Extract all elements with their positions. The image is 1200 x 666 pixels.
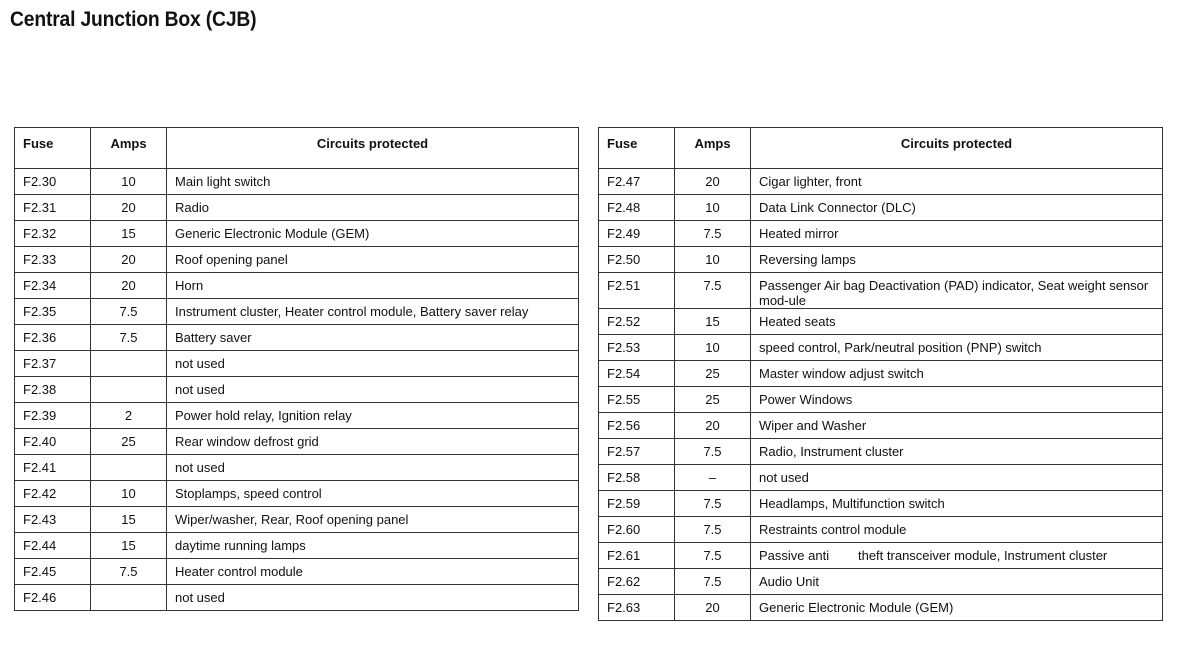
amps-cell: 15 — [675, 309, 751, 335]
circuits-cell: Data Link Connector (DLC) — [751, 195, 1163, 221]
circuits-cell: Generic Electronic Module (GEM) — [751, 595, 1163, 621]
fuse-cell: F2.57 — [599, 439, 675, 465]
circuits-cell: Radio — [167, 195, 579, 221]
fuse-cell: F2.37 — [15, 351, 91, 377]
table-row — [599, 273, 1163, 309]
fuse-cell: F2.61 — [599, 543, 675, 569]
table-header-row — [599, 128, 1163, 169]
table-row — [599, 387, 1163, 413]
circuits-cell: not used — [167, 455, 579, 481]
circuits-cell: not used — [167, 377, 579, 403]
table-row — [15, 169, 579, 195]
circuits-cell: not used — [167, 351, 579, 377]
fuse-cell: F2.60 — [599, 517, 675, 543]
table-row — [15, 559, 579, 585]
circuits-cell: not used — [751, 465, 1163, 491]
table-row — [15, 533, 579, 559]
table-row — [599, 221, 1163, 247]
amps-cell: 20 — [91, 273, 167, 299]
table-row — [15, 429, 579, 455]
fuse-cell: F2.53 — [599, 335, 675, 361]
table-row — [15, 403, 579, 429]
circuits-cell: not used — [167, 585, 579, 611]
fuse-cell: F2.55 — [599, 387, 675, 413]
amps-cell: 7.5 — [91, 559, 167, 585]
fuse-cell: F2.49 — [599, 221, 675, 247]
fuse-cell: F2.52 — [599, 309, 675, 335]
fuse-cell: F2.35 — [15, 299, 91, 325]
fuse-cell: F2.47 — [599, 169, 675, 195]
table-row — [599, 335, 1163, 361]
fuse-cell: F2.50 — [599, 247, 675, 273]
table-row — [15, 351, 579, 377]
table-header-row — [15, 128, 579, 169]
amps-cell: 2 — [91, 403, 167, 429]
table-row — [15, 195, 579, 221]
fuse-cell: F2.46 — [15, 585, 91, 611]
amps-cell: 25 — [675, 361, 751, 387]
table-row — [15, 299, 579, 325]
circuits-cell: Battery saver — [167, 325, 579, 351]
table-row — [599, 595, 1163, 621]
amps-cell: 7.5 — [675, 273, 751, 309]
amps-cell: 7.5 — [675, 517, 751, 543]
circuits-cell: Cigar lighter, front — [751, 169, 1163, 195]
table-row — [599, 413, 1163, 439]
amps-cell: 7.5 — [675, 439, 751, 465]
circuits-cell: Stoplamps, speed control — [167, 481, 579, 507]
circuits-cell: daytime running lamps — [167, 533, 579, 559]
circuits-cell: Passenger Air bag Deactivation (PAD) indicator, Seat weight sensor mod-ule — [751, 273, 1163, 309]
circuits-cell: Wiper/washer, Rear, Roof opening panel — [167, 507, 579, 533]
amps-cell: 7.5 — [675, 543, 751, 569]
amps-cell: 10 — [675, 195, 751, 221]
table-row — [15, 247, 579, 273]
amps-cell: 25 — [91, 429, 167, 455]
fuse-cell: F2.36 — [15, 325, 91, 351]
table-row — [599, 247, 1163, 273]
circuits-cell: Reversing lamps — [751, 247, 1163, 273]
page-title: Central Junction Box (CJB) — [10, 8, 257, 31]
fuse-cell: F2.43 — [15, 507, 91, 533]
fuse-cell: F2.44 — [15, 533, 91, 559]
table-row — [15, 455, 579, 481]
circuits-cell: Main light switch — [167, 169, 579, 195]
table-row — [15, 481, 579, 507]
circuits-cell: Master window adjust switch — [751, 361, 1163, 387]
amps-cell — [91, 455, 167, 481]
circuits-cell: Wiper and Washer — [751, 413, 1163, 439]
amps-cell: 20 — [675, 413, 751, 439]
table-row — [599, 543, 1163, 569]
circuits-cell: Radio, Instrument cluster — [751, 439, 1163, 465]
circuits-cell: Heated seats — [751, 309, 1163, 335]
amps-cell: 10 — [91, 169, 167, 195]
header-fuse: Fuse — [599, 128, 675, 169]
table-row — [15, 221, 579, 247]
fuse-cell: F2.32 — [15, 221, 91, 247]
fuse-cell: F2.59 — [599, 491, 675, 517]
circuits-cell: Audio Unit — [751, 569, 1163, 595]
circuits-cell: speed control, Park/neutral position (PNP) switch — [751, 335, 1163, 361]
amps-cell: 15 — [91, 221, 167, 247]
fuse-cell: F2.48 — [599, 195, 675, 221]
table-row — [599, 569, 1163, 595]
circuits-cell: Generic Electronic Module (GEM) — [167, 221, 579, 247]
fuse-cell: F2.41 — [15, 455, 91, 481]
fuse-cell: F2.54 — [599, 361, 675, 387]
fuse-cell: F2.56 — [599, 413, 675, 439]
table-row — [15, 273, 579, 299]
amps-cell: 15 — [91, 533, 167, 559]
amps-cell: 7.5 — [675, 491, 751, 517]
fuse-cell: F2.62 — [599, 569, 675, 595]
table-row — [599, 491, 1163, 517]
circuits-cell: Roof opening panel — [167, 247, 579, 273]
fuse-cell: F2.51 — [599, 273, 675, 309]
amps-cell: 7.5 — [91, 299, 167, 325]
header-amps: Amps — [91, 128, 167, 169]
fuse-table-right — [598, 127, 1163, 621]
header-circuits: Circuits protected — [751, 128, 1163, 169]
table-row — [599, 465, 1163, 491]
fuse-cell: F2.30 — [15, 169, 91, 195]
amps-cell: 7.5 — [675, 221, 751, 247]
amps-cell: 7.5 — [91, 325, 167, 351]
fuse-cell: F2.39 — [15, 403, 91, 429]
amps-cell: 25 — [675, 387, 751, 413]
amps-cell: 20 — [91, 247, 167, 273]
amps-cell: 10 — [675, 247, 751, 273]
table-row — [599, 439, 1163, 465]
amps-cell: 20 — [675, 169, 751, 195]
amps-cell: 7.5 — [675, 569, 751, 595]
fuse-cell: F2.40 — [15, 429, 91, 455]
fuse-cell: F2.58 — [599, 465, 675, 491]
amps-cell — [91, 585, 167, 611]
circuits-cell: Horn — [167, 273, 579, 299]
circuits-cell: Heater control module — [167, 559, 579, 585]
table-row — [15, 377, 579, 403]
header-circuits: Circuits protected — [167, 128, 579, 169]
circuits-cell: Rear window defrost grid — [167, 429, 579, 455]
amps-cell: 10 — [91, 481, 167, 507]
fuse-cell: F2.38 — [15, 377, 91, 403]
fuse-cell: F2.45 — [15, 559, 91, 585]
table-row — [599, 361, 1163, 387]
table-row — [599, 517, 1163, 543]
amps-cell: 20 — [675, 595, 751, 621]
fuse-cell: F2.42 — [15, 481, 91, 507]
header-fuse: Fuse — [15, 128, 91, 169]
fuse-cell: F2.33 — [15, 247, 91, 273]
table-row — [15, 507, 579, 533]
fuse-cell: F2.31 — [15, 195, 91, 221]
circuits-cell: Power hold relay, Ignition relay — [167, 403, 579, 429]
table-row — [599, 195, 1163, 221]
amps-cell: – — [675, 465, 751, 491]
header-amps: Amps — [675, 128, 751, 169]
circuits-cell: Heated mirror — [751, 221, 1163, 247]
circuits-cell: Instrument cluster, Heater control module, Battery saver relay — [167, 299, 579, 325]
table-row — [15, 325, 579, 351]
fuse-table-left — [14, 127, 579, 611]
amps-cell: 10 — [675, 335, 751, 361]
amps-cell: 20 — [91, 195, 167, 221]
table-row — [599, 169, 1163, 195]
amps-cell: 15 — [91, 507, 167, 533]
amps-cell — [91, 377, 167, 403]
circuits-cell: Restraints control module — [751, 517, 1163, 543]
amps-cell — [91, 351, 167, 377]
circuits-cell: Passive anti theft transceiver module, Instrument cluster — [751, 543, 1163, 569]
circuits-cell: Headlamps, Multifunction switch — [751, 491, 1163, 517]
table-row — [599, 309, 1163, 335]
circuits-cell: Power Windows — [751, 387, 1163, 413]
fuse-cell: F2.63 — [599, 595, 675, 621]
fuse-cell: F2.34 — [15, 273, 91, 299]
table-row — [15, 585, 579, 611]
